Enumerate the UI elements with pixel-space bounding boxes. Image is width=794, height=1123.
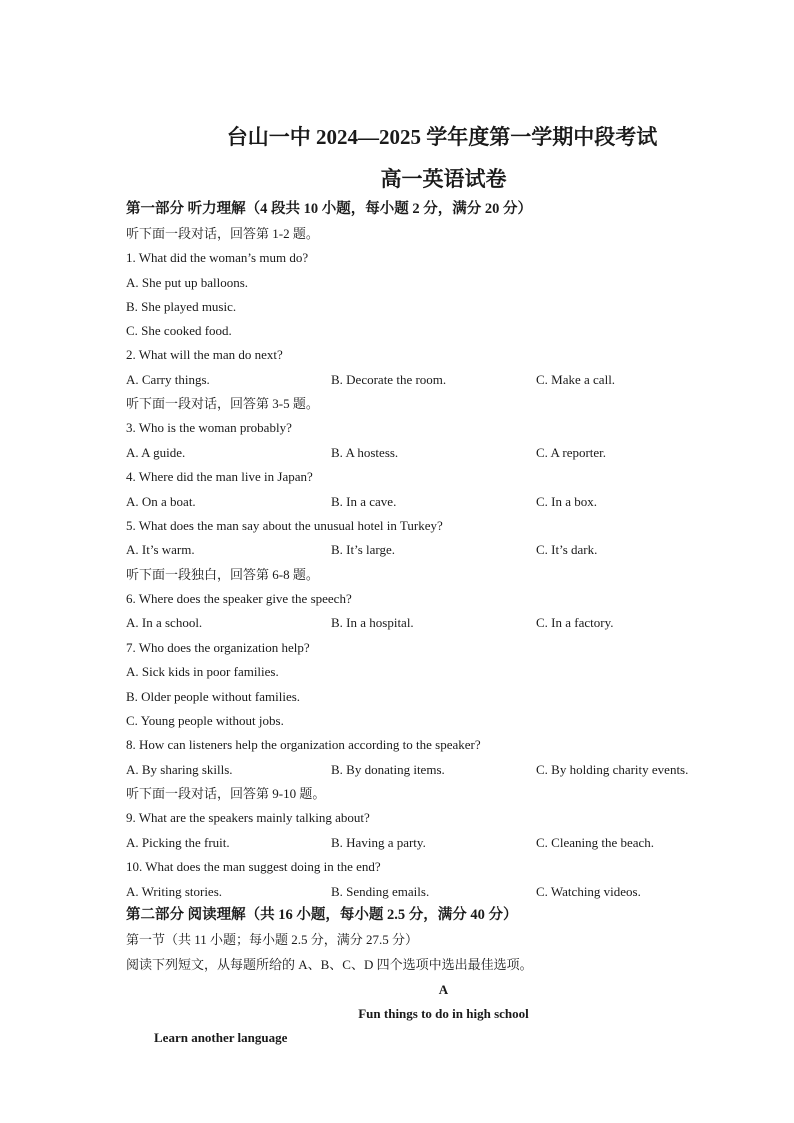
exam-subtitle: 高一英语试卷 [380, 167, 507, 191]
question-3-stem: 3. Who is the woman probably? [126, 420, 292, 435]
question-1-option-c: C. She cooked food. [126, 323, 232, 338]
question-5-option-a: A. It’s warm. [126, 542, 195, 557]
question-9-stem: 9. What are the speakers mainly talking about? [126, 810, 370, 825]
question-10-options [126, 884, 726, 900]
question-2-option-a: A. Carry things. [126, 372, 210, 387]
question-8-option-c: C. By holding charity events. [536, 762, 689, 777]
passage-subheading: Learn another language [154, 1030, 288, 1045]
question-4-option-b: B. In a cave. [331, 494, 397, 509]
question-2-stem: 2. What will the man do next? [126, 347, 283, 362]
question-5-option-c: C. It’s dark. [536, 542, 598, 557]
question-8-stem: 8. How can listeners help the organization according to the speaker? [126, 737, 481, 752]
question-8-option-b: B. By donating items. [331, 762, 445, 777]
question-3-option-c: C. A reporter. [536, 445, 607, 460]
question-1-stem: 1. What did the woman’s mum do? [126, 250, 309, 265]
question-10-option-c: C. Watching videos. [536, 884, 641, 899]
question-9-option-a: A. Picking the fruit. [126, 835, 230, 850]
passage-title: Fun things to do in high school [358, 1006, 529, 1021]
part2-heading: 第二部分 阅读理解（共 16 小题，每小题 2.5 分，满分 40 分） [126, 907, 518, 923]
question-7-option-b: B. Older people without families. [126, 689, 301, 704]
instruction-4: 听下面一段对话，回答第 9-10 题。 [126, 786, 326, 801]
question-4-option-a: A. On a boat. [126, 494, 196, 509]
passage-label: A [438, 982, 449, 997]
question-5-options [126, 542, 726, 558]
question-6-stem: 6. Where does the speaker give the speech? [126, 591, 352, 606]
section-1-heading: 第一节（共 11 小题；每小题 2.5 分，满分 27.5 分） [126, 932, 419, 947]
question-9-option-c: C. Cleaning the beach. [536, 835, 655, 850]
instruction-1: 听下面一段对话，回答第 1-2 题。 [126, 226, 319, 241]
question-6-option-a: A. In a school. [126, 615, 203, 630]
question-10-option-b: B. Sending emails. [331, 884, 430, 899]
question-10-option-a: A. Writing stories. [126, 884, 223, 899]
instruction-3: 听下面一段独白，回答第 6-8 题。 [126, 567, 319, 582]
question-3-option-b: B. A hostess. [331, 445, 399, 460]
question-3-option-a: A. A guide. [126, 445, 186, 460]
part1-heading: 第一部分 听力理解（4 段共 10 小题，每小题 2 分，满分 20 分） [126, 201, 532, 217]
instruction-2: 听下面一段对话，回答第 3-5 题。 [126, 396, 319, 411]
question-2-options [126, 372, 726, 388]
exam-title: 台山一中 2024—2025 学年度第一学期中段考试 [226, 125, 658, 149]
question-2-option-c: C. Make a call. [536, 372, 616, 387]
question-5-option-b: B. It’s large. [331, 542, 396, 557]
question-10-stem: 10. What does the man suggest doing in the end? [126, 859, 381, 874]
question-9-options [126, 835, 726, 851]
question-9-option-b: B. Having a party. [331, 835, 426, 850]
reading-instruction: 阅读下列短文，从每题所给的 A、B、C、D 四个选项中选出最佳选项。 [126, 957, 533, 972]
question-7-stem: 7. Who does the organization help? [126, 640, 310, 655]
question-4-option-c: C. In a box. [536, 494, 598, 509]
question-6-option-c: C. In a factory. [536, 615, 614, 630]
question-1-option-b: B. She played music. [126, 299, 237, 314]
question-8-options [126, 762, 726, 778]
question-4-stem: 4. Where did the man live in Japan? [126, 469, 313, 484]
question-4-options [126, 494, 726, 510]
question-1-option-a: A. She put up balloons. [126, 275, 249, 290]
question-6-options [126, 615, 726, 631]
question-3-options [126, 445, 726, 461]
question-7-option-c: C. Young people without jobs. [126, 713, 284, 728]
question-5-stem: 5. What does the man say about the unusual hotel in Turkey? [126, 518, 443, 533]
question-2-option-b: B. Decorate the room. [331, 372, 447, 387]
question-7-option-a: A. Sick kids in poor families. [126, 664, 279, 679]
question-8-option-a: A. By sharing skills. [126, 762, 233, 777]
question-6-option-b: B. In a hospital. [331, 615, 414, 630]
